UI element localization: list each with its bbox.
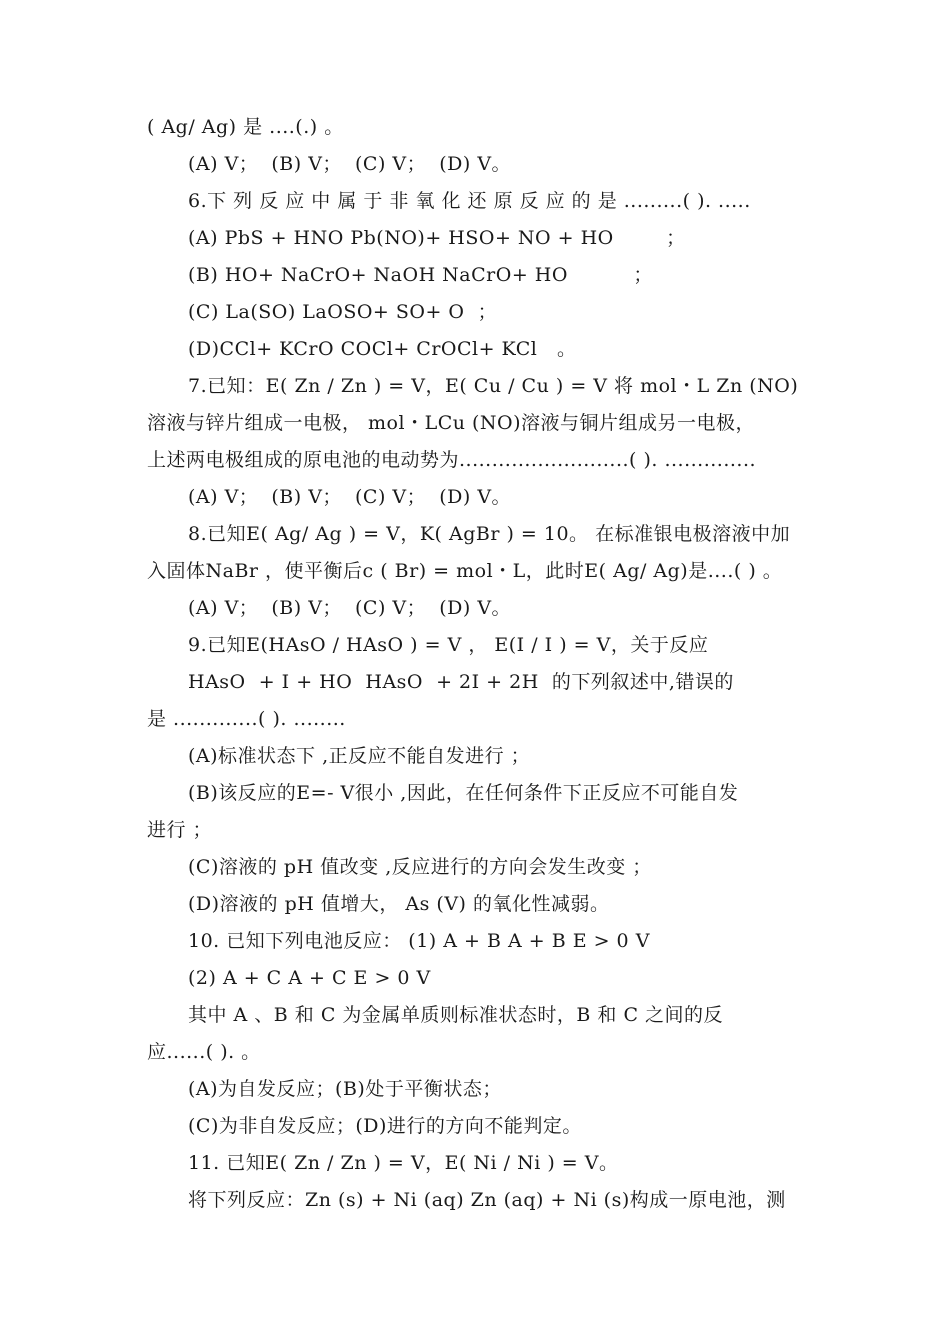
option-9a: (A)标准状态下 ,正反应不能自发进行 ；	[188, 745, 531, 767]
text-line-13: 入固体NaBr ，使平衡后c ( Br) = mol・L，此时E( Ag/ Ag)是....( ) 。	[147, 560, 783, 582]
option-6c: (C) La(SO) LaOSO+ SO+ O ；	[188, 301, 498, 323]
options-10ab: (A)为自发反应；(B)处于平衡状态；	[188, 1078, 502, 1100]
option-6b: (B) HO+ NaCrO+ NaOH NaCrO+ HO ；	[188, 264, 653, 286]
option-9d: (D)溶液的 pH 值增大， As (V) 的氧化性减弱。	[188, 893, 610, 915]
text-line-10: 上述两电极组成的原电池的电动势为..........................( ). ..............	[147, 449, 757, 471]
question-11: 11. 已知E( Zn / Zn ) = V，E( Ni / Ni ) = V。	[188, 1152, 619, 1174]
question-9: 9.已知E(HAsO / HAsO ) = V ， E(I / I ) = V，关于反应	[188, 634, 709, 656]
text-line-16: HAsO + I + HO HAsO + 2I + 2H 的下列叙述中,错误的	[188, 671, 734, 693]
question-7: 7.已知：E( Zn / Zn ) = V，E( Cu / Cu ) = V 将 mol・L Zn (NO)	[188, 375, 799, 397]
option-6a: (A) PbS + HNO Pb(NO)+ HSO+ NO + HO ；	[188, 227, 686, 249]
text-line-9: 溶液与锌片组成一电极， mol・LCu (NO)溶液与铜片组成另一电极，	[147, 412, 756, 434]
question-6: 6.下 列 反 应 中 属 于 非 氧 化 还 原 反 应 的 是 .........( ). .....	[188, 190, 751, 212]
text-line-30: 将下列反应：Zn (s) + Ni (aq) Zn (aq) + Ni (s)构成一原电池，测	[188, 1189, 786, 1211]
option-6d: (D)CCl+ KCrO COCl+ CrOCl+ KCl 。	[188, 338, 577, 360]
option-9b: (B)该反应的E=- V很小 ,因此，在任何条件下正反应不可能自发	[188, 782, 739, 804]
options-7: (A) V； (B) V； (C) V； (D) V。	[188, 486, 512, 508]
options-8: (A) V； (B) V； (C) V； (D) V。	[188, 597, 512, 619]
option-9c: (C)溶液的 pH 值改变 ,反应进行的方向会发生改变 ；	[188, 856, 652, 878]
question-8: 8.已知E( Ag/ Ag ) = V，K( AgBr ) = 10。 在标准银电极溶液中加	[188, 523, 791, 545]
text-line-2: (A) V； (B) V； (C) V； (D) V。	[188, 153, 512, 175]
text-line-17: 是 .............( ). ........	[147, 708, 346, 730]
text-line-24: (2) A + C A + C E > 0 V	[188, 967, 431, 989]
options-10cd: (C)为非自发反应；(D)进行的方向不能判定。	[188, 1115, 582, 1137]
text-line-26: 应......( ). 。	[147, 1041, 261, 1063]
text-line-1: ( Ag/ Ag) 是 ....(.) 。	[147, 116, 344, 138]
text-line-25: 其中 A 、B 和 C 为金属单质则标准状态时，B 和 C 之间的反	[188, 1004, 724, 1026]
question-10: 10. 已知下列电池反应： (1) A + B A + B E > 0 V	[188, 930, 650, 952]
text-line-20: 进行 ；	[147, 819, 213, 841]
